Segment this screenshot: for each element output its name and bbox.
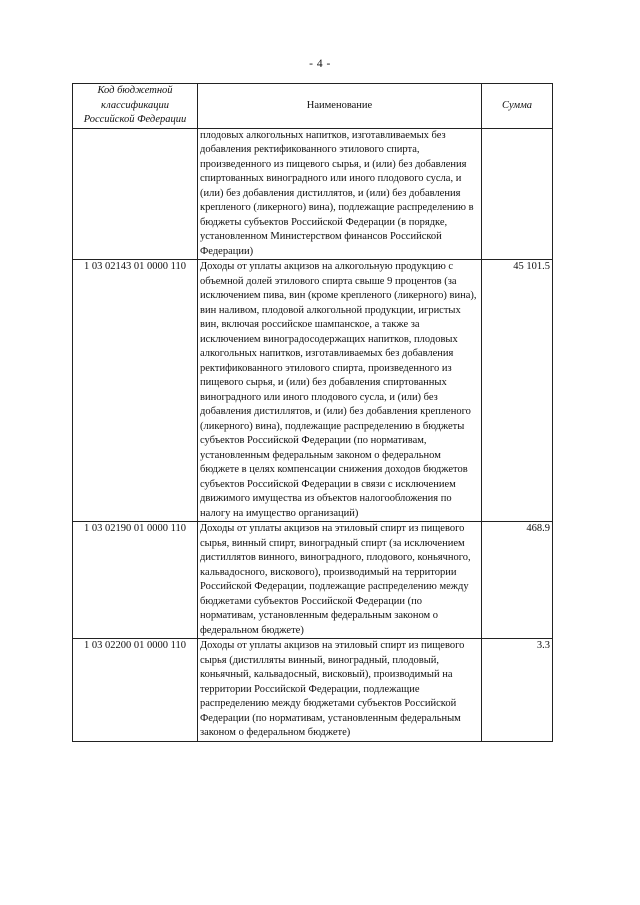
table-row — [73, 260, 553, 522]
page-number: - 4 - — [309, 58, 331, 70]
header-name: Наименование — [198, 84, 482, 129]
table-header-row — [73, 84, 553, 129]
row-code — [73, 128, 198, 260]
row-name: Доходы от уплаты акцизов на этиловый спирт из пищевого сырья (дистилляты винный, виноградный, плодовый, коньячный, кальвадосный, висковый), производимый на территории Российской Федерации, подлежащие распределению между бюджетами субъектов Российской Федерации (по нормативам, установленным федеральным законом о федеральном бюджете) — [198, 639, 482, 742]
table-row — [73, 522, 553, 639]
table-row — [73, 639, 553, 742]
row-sum: 45 101.5 — [482, 260, 553, 522]
row-code: 1 03 02200 01 0000 110 — [73, 639, 198, 742]
budget-revenue-table — [72, 83, 553, 742]
row-sum: 468.9 — [482, 522, 553, 639]
header-budget-code — [73, 84, 198, 129]
header-sum: Сумма — [482, 84, 553, 129]
row-name: плодовых алкогольных напитков, изготавливаемых без добавления ректификованного этилового спирта, произведенного из пищевого сырья, и (или) без добавления спиртованных виноградного или иного плодового сусла, и (или) без добавления дистиллятов, и (или) без добавления крепленого (ликерного) вина), подлежащие распределению в бюджеты субъектов Российской Федерации (в порядке, установленном Министерством финансов Российской Федерации) — [198, 128, 482, 260]
row-sum — [482, 128, 553, 260]
row-sum: 3.3 — [482, 639, 553, 742]
table-row — [73, 128, 553, 260]
header-code-line-3: Российской Федерации — [83, 114, 187, 125]
header-code-line-1: Код бюджетной — [97, 85, 173, 96]
row-code: 1 03 02190 01 0000 110 — [73, 522, 198, 639]
row-name: Доходы от уплаты акцизов на алкогольную продукцию с объемной долей этилового спирта свыше 9 процентов (за исключением пива, вин (кроме крепленого (ликерного) вина), вин наливом, плодовой алкогольной продукции, игристых вин, включая российское шампанское, а также за исключением виноградосодержащих напитков, плодовых алкогольных напитков, изготавливаемых без добавления ректификованного этилового спирта, произведенного из пищевого сырья, и (или) без добавления спиртованных виноградного или иного плодового сусла, и (или) без добавления дистиллятов, и (или) без добавления крепленого (ликерного) вина), подлежащие распределению в бюджеты субъектов Российской Федерации (по нормативам, установленным федеральным законом о федеральном бюджете в целях компенсации снижения доходов бюджетов субъектов Российской Федерации в связи с исключением движимого имущества из объектов налогообложения по налогу на имущество организаций) — [198, 260, 482, 522]
row-code: 1 03 02143 01 0000 110 — [73, 260, 198, 522]
row-name: Доходы от уплаты акцизов на этиловый спирт из пищевого сырья, винный спирт, виноградный спирт (за исключением дистиллятов винного, виноградного, плодового, коньячного, кальвадосного, вискового), производимый на территории Российской Федерации, подлежащие распределению между бюджетами субъектов Российской Федерации (по нормативам, установленным федеральным законом о федеральном бюджете) — [198, 522, 482, 639]
header-code-line-2: классификации — [100, 99, 169, 111]
